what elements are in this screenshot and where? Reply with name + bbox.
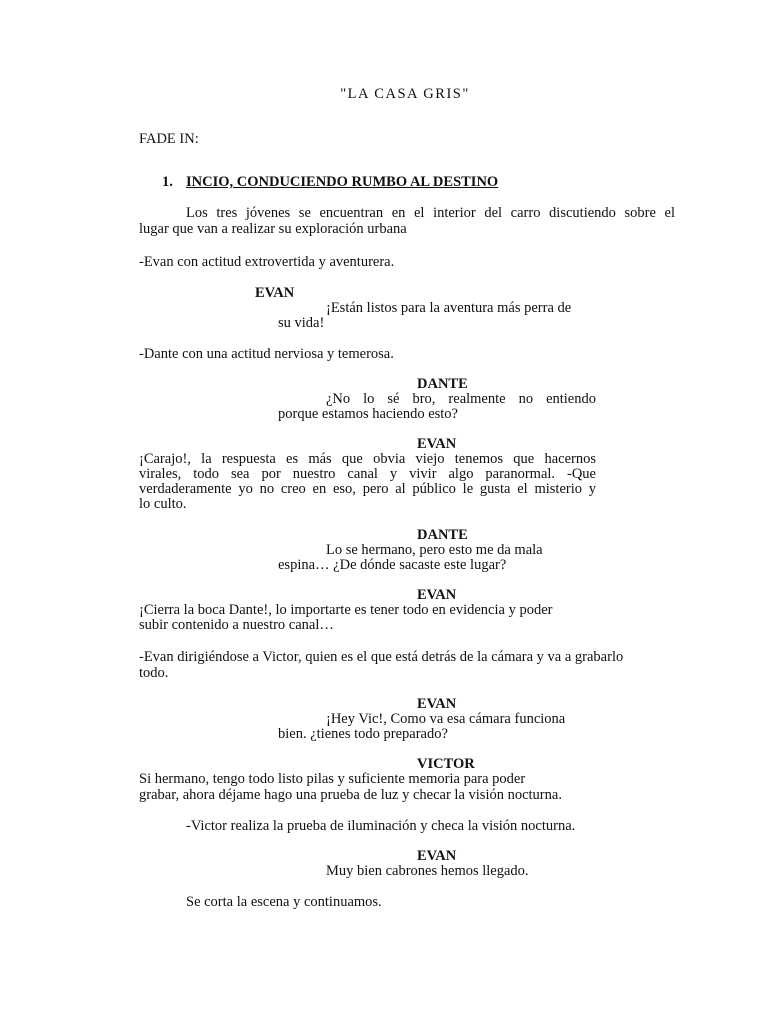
scene-heading (162, 174, 498, 190)
scene-title: INCIO, CONDUCIENDO RUMBO AL DESTINO (186, 174, 499, 190)
dialogue-line: Lo se hermano, pero esto me da mala (326, 542, 543, 558)
action-dante: -Dante con una actitud nerviosa y temerosa. (139, 346, 394, 362)
dialogue-line: ¿No lo sé bro, realmente no entiendo (326, 391, 596, 407)
dialogue-line: Si hermano, tengo todo listo pilas y suficiente memoria para poder (139, 771, 526, 787)
character-dante: DANTE (417, 527, 468, 543)
action-victor-line-1: -Evan dirigiéndose a Victor, quien es el que está detrás de la cámara y va a grabarlo (139, 649, 624, 665)
dialogue-line: verdaderamente yo no creo en eso, pero al público le gusta el misterio y (139, 481, 596, 497)
action-victor-line-2: todo. (139, 665, 169, 681)
dialogue-line: lo culto. (139, 496, 187, 512)
dialogue-line: bien. ¿tienes todo preparado? (278, 726, 448, 742)
character-evan: EVAN (417, 587, 457, 603)
dialogue-line: su vida! (278, 315, 325, 331)
character-evan: EVAN (255, 285, 295, 301)
character-victor: VICTOR (417, 756, 475, 772)
dialogue-line: ¡Hey Vic!, Como va esa cámara funciona (326, 711, 566, 727)
scene-number: 1. (162, 174, 173, 190)
intro-line-2: lugar que van a realizar su exploración urbana (139, 221, 407, 237)
dialogue-line: espina… ¿De dónde sacaste este lugar? (278, 557, 507, 573)
dialogue-line: subir contenido a nuestro canal… (139, 617, 334, 633)
action-evan: -Evan con actitud extrovertida y aventurera. (139, 254, 395, 270)
dialogue-line: ¡Están listos para la aventura más perra de (326, 300, 572, 316)
character-evan: EVAN (417, 436, 457, 452)
dialogue-line: Muy bien cabrones hemos llegado. (326, 863, 529, 879)
dialogue-line: virales, todo sea por nuestro canal y vivir algo paranormal. -Que (139, 466, 596, 482)
dialogue-line: grabar, ahora déjame hago una prueba de luz y checar la visión nocturna. (139, 787, 562, 803)
intro-line-1: Los tres jóvenes se encuentran en el interior del carro discutiendo sobre el (186, 205, 675, 221)
dialogue-line: ¡Carajo!, la respuesta es más que obvia viejo tenemos que hacernos (139, 451, 596, 467)
dialogue-line: porque estamos haciendo esto? (278, 406, 458, 422)
character-evan: EVAN (417, 848, 457, 864)
dialogue-line: ¡Cierra la boca Dante!, lo importarte es tener todo en evidencia y poder (139, 602, 553, 618)
script-title: "LA CASA GRIS" (340, 86, 470, 102)
character-evan: EVAN (417, 696, 457, 712)
closing-action: Se corta la escena y continuamos. (186, 894, 382, 910)
action-test: -Victor realiza la prueba de iluminación y checa la visión nocturna. (186, 818, 576, 834)
character-dante: DANTE (417, 376, 468, 392)
transition-fade-in: FADE IN: (139, 131, 199, 147)
